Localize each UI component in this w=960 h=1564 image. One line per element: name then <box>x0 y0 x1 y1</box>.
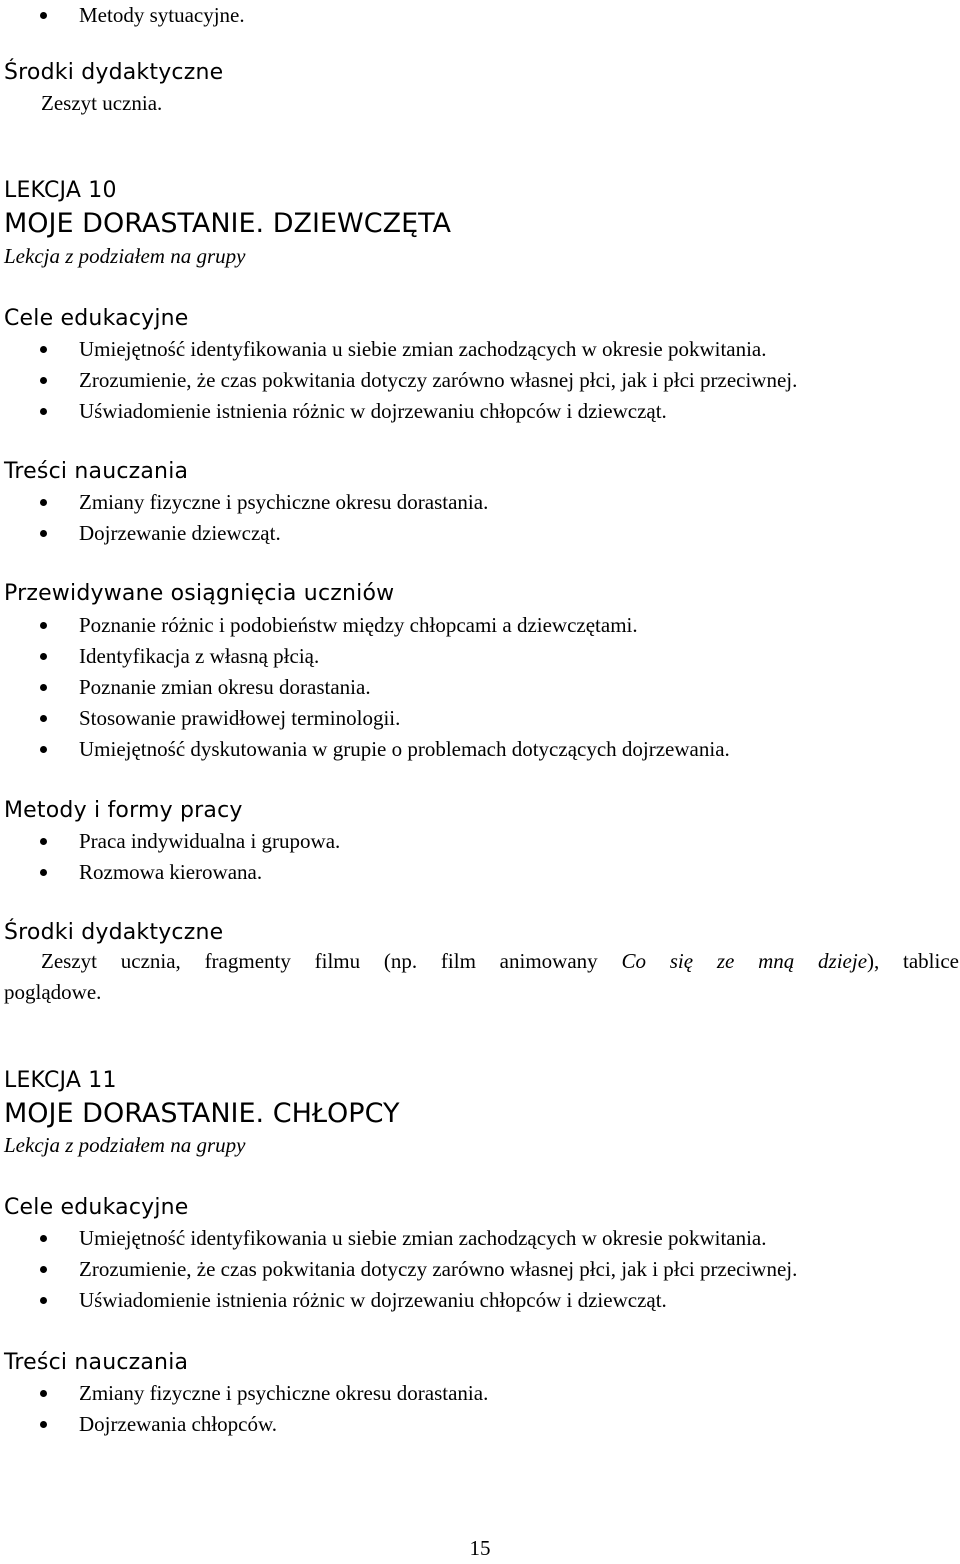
lesson-10-srodki-text-line2: poglądowe. <box>4 980 102 1004</box>
page-number: 15 <box>469 1536 491 1560</box>
list-item: Uświadomienie istnienia różnic w dojrzewaniu chłopców i dziewcząt. <box>0 396 797 427</box>
list-item: Zrozumienie, że czas pokwitania dotyczy zarówno własnej płci, jak i płci przeciwnej. <box>0 1254 797 1285</box>
lesson-10-metody-heading: Metody i formy pracy <box>4 798 243 823</box>
lesson-11-tresci-heading: Treści nauczania <box>4 1350 189 1375</box>
lesson-11-title: MOJE DORASTANIE. CHŁOPCY <box>4 1098 400 1129</box>
lesson-10-subtitle: Lekcja z podziałem na grupy <box>4 244 246 268</box>
list-item: Rozmowa kierowana. <box>0 857 340 888</box>
list-item: Dojrzewanie dziewcząt. <box>0 518 488 549</box>
lesson-10-cele-list <box>0 334 797 427</box>
top-method-list <box>0 0 245 31</box>
section-heading-srodki-top: Środki dydaktyczne <box>4 60 224 85</box>
lesson-10-metody-list <box>0 826 340 888</box>
list-item: Zmiany fizyczne i psychiczne okresu dorastania. <box>0 487 488 518</box>
lesson-10-label: LEKCJA 10 <box>4 178 117 203</box>
list-item: Poznanie różnic i podobieństw między chłopcami a dziewczętami. <box>0 610 730 641</box>
srodki-text-before: Zeszyt ucznia, fragmenty filmu (np. film animowany <box>41 949 598 973</box>
lesson-10-osiagniecia-heading: Przewidywane osiągnięcia uczniów <box>4 581 395 606</box>
lesson-11-tresci-list <box>0 1378 488 1440</box>
lesson-11-cele-heading: Cele edukacyjne <box>4 1195 189 1220</box>
lesson-11-subtitle: Lekcja z podziałem na grupy <box>4 1133 246 1157</box>
list-item: Zmiany fizyczne i psychiczne okresu dorastania. <box>0 1378 488 1409</box>
lesson-11-label: LEKCJA 11 <box>4 1068 117 1093</box>
lesson-11-cele-list <box>0 1223 797 1316</box>
list-item: Dojrzewania chłopców. <box>0 1409 488 1440</box>
lesson-10-tresci-heading: Treści nauczania <box>4 459 189 484</box>
lesson-10-srodki-heading: Środki dydaktyczne <box>4 920 224 945</box>
lesson-10-cele-heading: Cele edukacyjne <box>4 306 189 331</box>
srodki-text-after: ), tablice <box>867 949 959 973</box>
list-item: Poznanie zmian okresu dorastania. <box>0 672 730 703</box>
film-title: Co się ze mną dzieje <box>621 949 868 973</box>
list-item: Umiejętność identyfikowania u siebie zmian zachodzących w okresie pokwitania. <box>0 334 797 365</box>
lesson-10-tresci-list <box>0 487 488 549</box>
list-item: Umiejętność dyskutowania w grupie o problemach dotyczących dojrzewania. <box>0 734 730 765</box>
lesson-10-srodki-text-line1 <box>41 946 959 977</box>
list-item: Zrozumienie, że czas pokwitania dotyczy zarówno własnej płci, jak i płci przeciwnej. <box>0 365 797 396</box>
list-item: Praca indywidualna i grupowa. <box>0 826 340 857</box>
list-item: Uświadomienie istnienia różnic w dojrzewaniu chłopców i dziewcząt. <box>0 1285 797 1316</box>
list-item: Identyfikacja z własną płcią. <box>0 641 730 672</box>
list-item: Stosowanie prawidłowej terminologii. <box>0 703 730 734</box>
list-item: Umiejętność identyfikowania u siebie zmian zachodzących w okresie pokwitania. <box>0 1223 797 1254</box>
lesson-10-title: MOJE DORASTANIE. DZIEWCZĘTA <box>4 208 452 239</box>
lesson-10-osiagniecia-list <box>0 610 730 765</box>
srodki-top-text: Zeszyt ucznia. <box>41 91 163 115</box>
list-item: Metody sytuacyjne. <box>0 0 245 31</box>
